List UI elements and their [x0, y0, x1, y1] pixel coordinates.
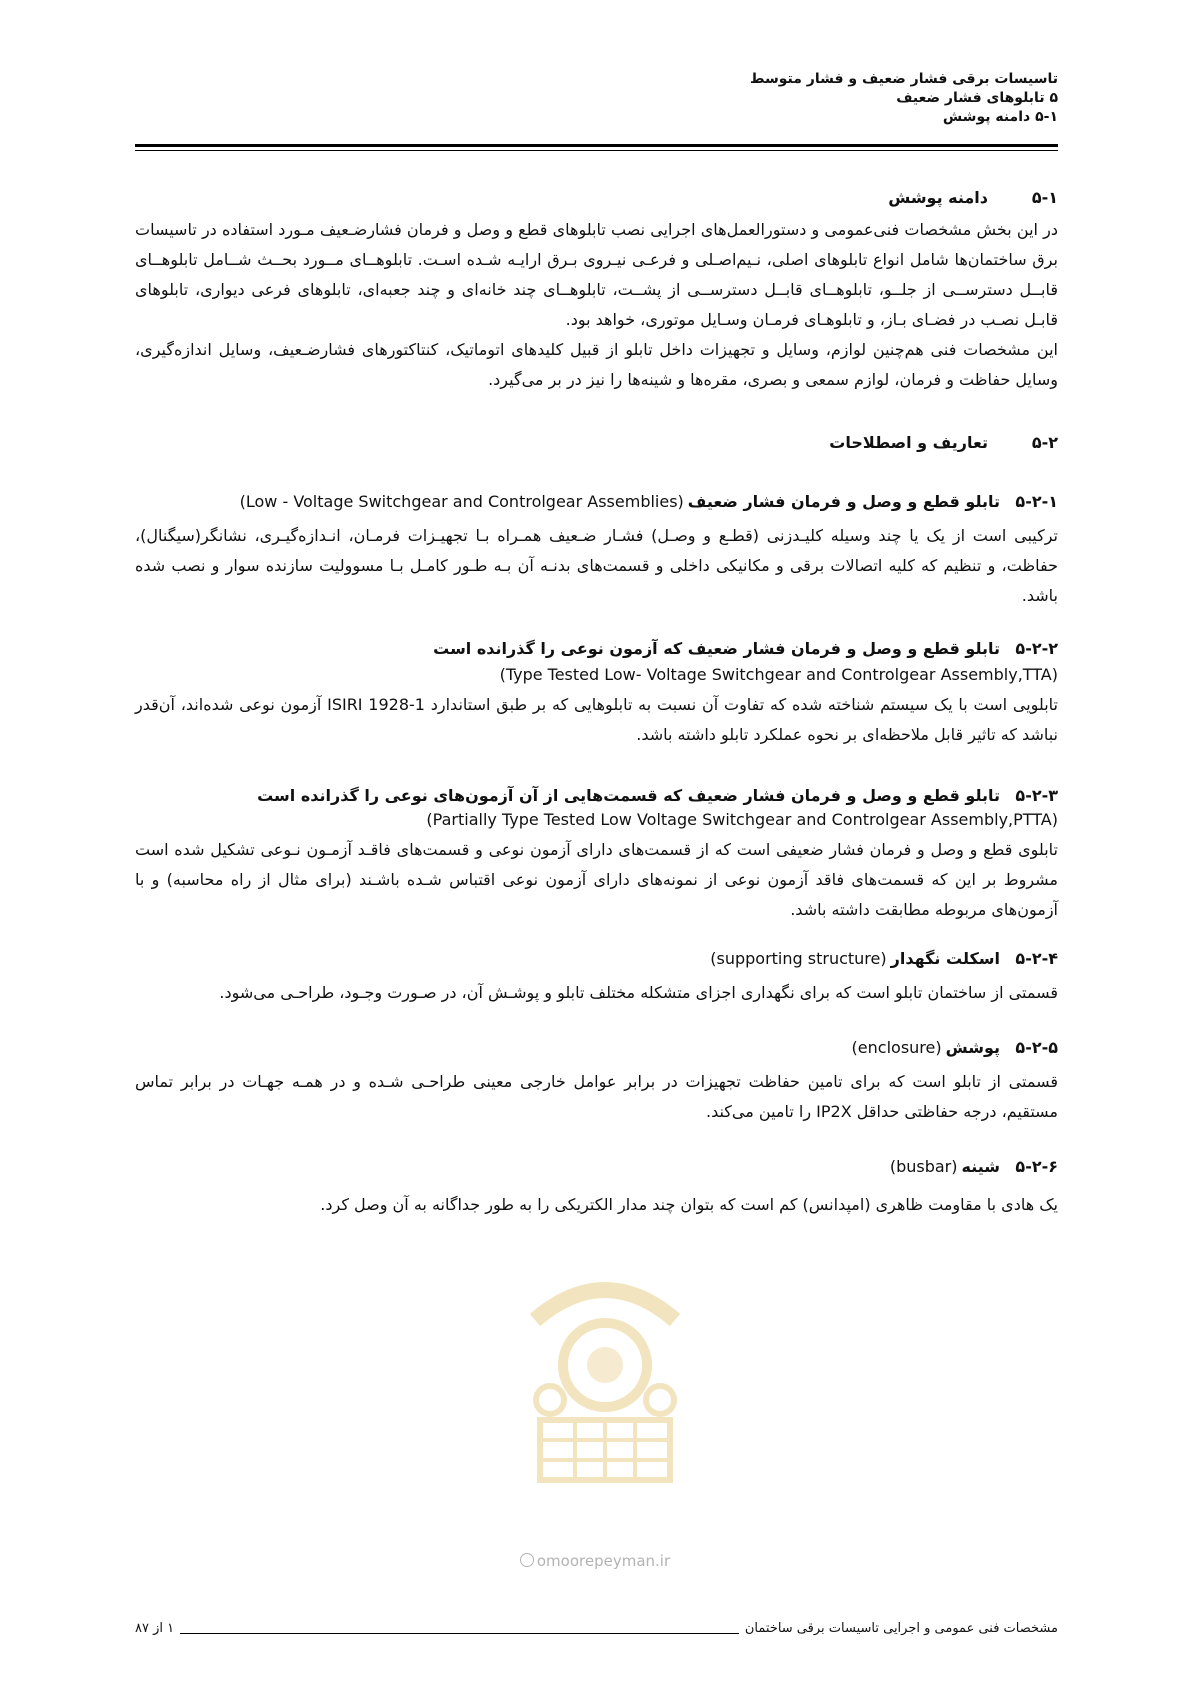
definition-body: تابلوی قطع و وصل و فرمان فشار ضعیفی است که از قسمت‌های دارای آزمون نوعی و قسمت‌های فاقـد آزمـون نـوعی تشکیل شده است مشروط بر این که قسمت‌های فاقد آزمون نوعی از نمونه‌های دارای آزمون نوعی اقتباس شـده باشـند (برای مثال از راه محاسبه) و با آزمون‌های مربوطه مطابقت داشته باشد. [135, 840, 1058, 919]
definition-heading [135, 949, 1058, 968]
definition-english-term: (enclosure) [851, 1038, 942, 1057]
definition-body: یک هادی با مقاومت ظاهری (امپدانس) کم است که بتوان چند مدار الکتریکی را به طور جداگانه به آن وصل کرد. [320, 1195, 1058, 1214]
definition-english-term: (Partially Type Tested Low Voltage Switchgear and Controlgear Assembly,PTTA) [426, 810, 1058, 829]
footer-rule [180, 1623, 739, 1634]
header-section: ۵-۱ دامنه پوشش [942, 109, 1058, 125]
definition-heading [135, 786, 1058, 805]
definition-english-term: (busbar) [889, 1157, 958, 1176]
definition-body: قسمتی از تابلو است که برای تامین حفاظت تجهیزات در برابر عوامل خارجی معینی طراحـی شـده و در همـه جهـات در برابر تماس مستقیم، درجه حفاظتی حداقل IP2X را تامین می‌کند. [135, 1072, 1058, 1121]
definition-title: تابلو قطع و وصل و فرمان فشار ضعیف [687, 492, 1000, 511]
header-rule-thick [135, 144, 1058, 147]
definition-title: شینه [961, 1157, 1000, 1176]
definition-heading [135, 1157, 1058, 1176]
header-rule-thin [135, 150, 1058, 151]
definition-number: ۵-۲-۲ [1015, 639, 1058, 658]
definition-title: پوشش [945, 1038, 1000, 1057]
section-heading-definitions [135, 433, 1058, 452]
definition-number: ۵-۲-۱ [1015, 492, 1058, 511]
section-number: ۵-۲ [1031, 433, 1058, 452]
section-title: دامنه پوشش [888, 188, 988, 207]
definition-number: ۵-۲-۵ [1015, 1038, 1058, 1057]
scope-paragraph-2: این مشخصات فنی هم‌چنین لوازم، وسایل و تجهیزات داخل تابلو از قبیل کلیدهای اتوماتیک، کنتاکتورهای فشارضـعیف، وسایل اندازه‌گیری، وسایل حفاظت و فرمان، لوازم سمعی و بصری، مقره‌ها و شینه‌ها را نیز در بر می‌گیرد. [135, 340, 1058, 389]
page-number: ۱ از ۸۷ [135, 1620, 175, 1636]
section-title: تعاریف و اصطلاحات [829, 433, 988, 452]
definition-english-term: (Type Tested Low- Voltage Switchgear and Controlgear Assembly,TTA) [499, 665, 1058, 684]
scope-paragraph-1: در این بخش مشخصات فنی‌عمومی و دستورالعمل‌های اجرایی نصب تابلوهای قطع و وصل و فرمان فشارضـعیف مـورد استفاده در تاسیسات برق ساختمان‌ها شامل انواع تابلوهای اصلی، نـیم‌اصـلی و فرعـی نیـروی بـرق ارایـه شـده اسـت. تابلوهــای مــورد بحــث شــامل تابلوهــای قابــل دسترســی از جلــو، تابلوهــای قابــل دسترســی از پشــت، تابلوهــای چند خانه‌ای و چند جعبه‌ای، تابلوهای فرعی دیواری، تابلوهای قابـل نصـب در فضـای بـاز، و تابلوهـای فرمـان وسـایل موتوری، خواهد بود. [135, 220, 1058, 329]
watermark-url [495, 1552, 695, 1570]
definition-heading [135, 639, 1058, 658]
watermark-seal-icon [495, 1250, 715, 1500]
definition-english-term: (Low - Voltage Switchgear and Controlgear Assemblies) [239, 492, 684, 511]
definition-heading [135, 492, 1058, 511]
definition-number: ۵-۲-۴ [1015, 949, 1058, 968]
definition-title: تابلو قطع و وصل و فرمان فشار ضعیف که آزمون نوعی را گذرانده است [433, 639, 1000, 658]
page-footer [135, 1617, 1058, 1639]
header-book-title: تاسیسات برقی فشار ضعیف و فشار متوسط [749, 71, 1058, 87]
definition-body: تابلویی است با یک سیستم شناخته شده که تفاوت آن نسبت به تابلوهایی که بر طبق استاندارد ISIRI 1928-1 آزمون نوعی شده‌اند، آن‌قدر نباشد که تاثیر قابل ملاحظه‌ای بر نحوه عملکرد تابلو داشته باشد. [135, 695, 1059, 744]
definition-title: تابلو قطع و وصل و فرمان فشار ضعیف که قسمت‌هایی از آن آزمون‌های نوعی را گذرانده است [257, 786, 1000, 805]
section-number: ۵-۱ [1031, 188, 1058, 207]
definition-english-term: (supporting structure) [710, 949, 887, 968]
main-content [135, 188, 1058, 1220]
section-heading-scope [135, 188, 1058, 207]
header-chapter: ۵ تابلوهای فشار ضعیف [896, 90, 1058, 106]
definition-number: ۵-۲-۶ [1015, 1157, 1058, 1176]
running-header [750, 70, 1058, 127]
globe-icon [520, 1553, 534, 1567]
footer-title: مشخصات فنی عمومی و اجرایی تاسیسات برقی ساختمان [744, 1620, 1058, 1636]
definition-number: ۵-۲-۳ [1015, 786, 1058, 805]
watermark-url-text: omoorepeyman.ir [536, 1552, 671, 1570]
definition-title: اسکلت نگهدار [890, 949, 1000, 968]
definition-body: ترکیبی است از یک یا چند وسیله کلیـدزنی (قطـع و وصـل) فشـار ضـعیف همـراه بـا تجهیـزات فرمـان، انـدازه‌گیـری، نشانگر(سیگنال)، حفاظت، و تنظیم که کلیه اتصالات برقی و مکانیکی داخلی و قسمت‌های بدنـه آن بـه طـور کامـل بـا مسوولیت سازنده سوار و نصب شده باشد. [135, 526, 1058, 605]
definition-body: قسمتی از ساختمان تابلو است که برای نگهداری اجزای متشکله مختلف تابلو و پوشـش آن، در صـورت وجـود، طراحـی می‌شود. [219, 983, 1058, 1002]
definition-heading [135, 1038, 1058, 1057]
